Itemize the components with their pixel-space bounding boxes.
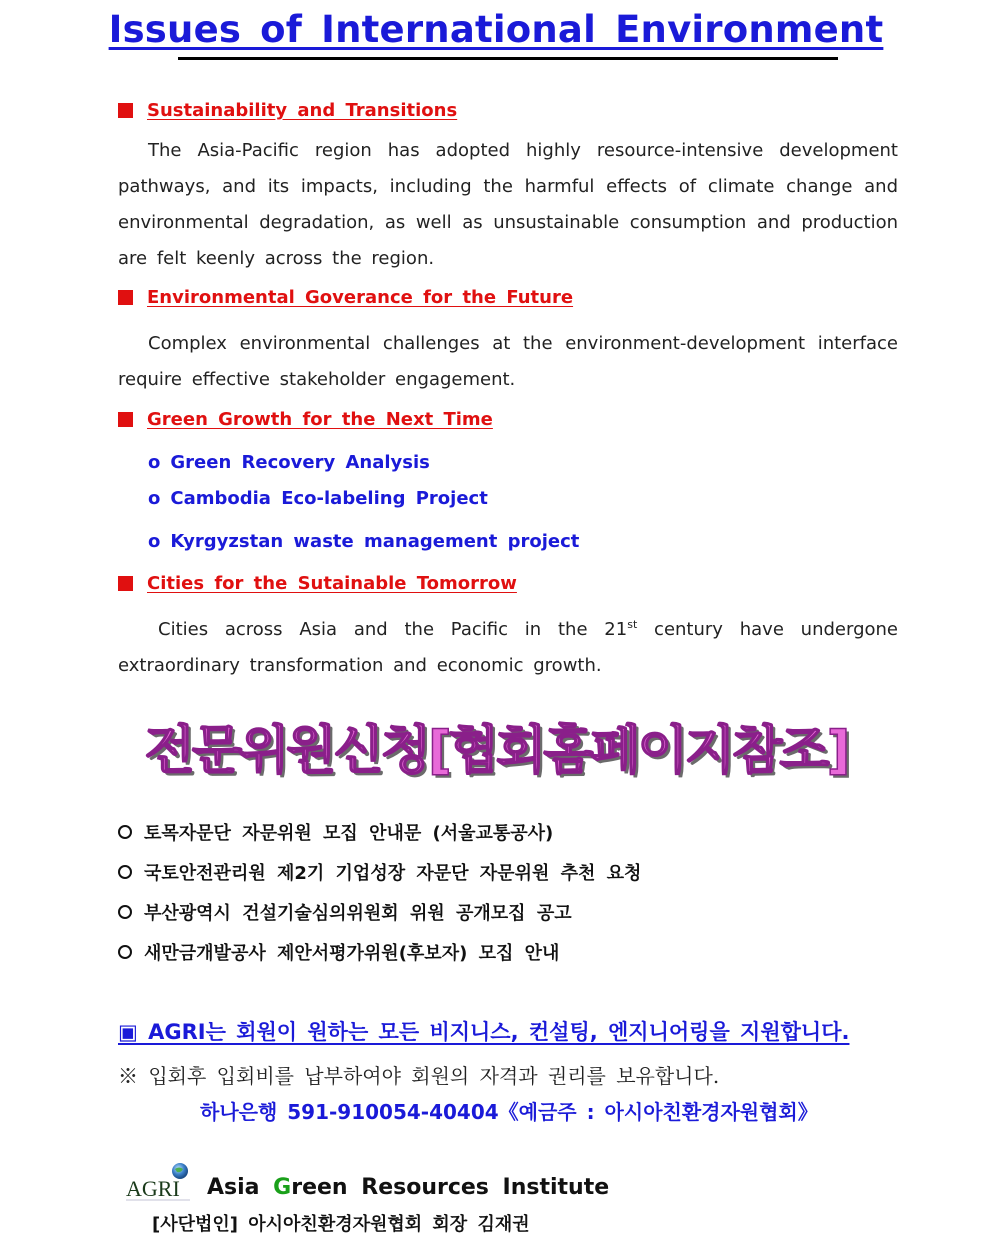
square-bullet-icon xyxy=(118,103,133,118)
support-statement: ▣ AGRI는 회원이 원하는 모든 비지니스, 컨설팅, 엔지니어링을 지원합니다. xyxy=(118,1020,850,1044)
list-item: o Green Recovery Analysis xyxy=(148,452,430,473)
notice-item[interactable]: 국토안전관리원 제2기 기업성장 자문단 자문위원 추천 요청 xyxy=(118,859,641,885)
president-line: [사단법인] 아시아친환경자원협회 회장 김재권 xyxy=(152,1214,530,1235)
section-paragraph: Complex environmental challenges at the environment-development interface require effective stakeholder engagement. xyxy=(118,333,898,390)
section-heading: Environmental Goverance for the Future xyxy=(118,287,898,308)
page-title: Issues of International Environment xyxy=(108,8,884,51)
notice-item[interactable]: 새만금개발공사 제안서평가위원(후보자) 모집 안내 xyxy=(118,939,559,965)
section-sustainability xyxy=(118,100,898,277)
bank-account: 하나은행 591-910054-40404《예금주 : 아시아친환경자원협회》 xyxy=(200,1100,818,1124)
section-governance xyxy=(118,287,898,398)
circle-bullet-icon xyxy=(118,945,132,959)
circle-bullet-icon: o xyxy=(148,452,161,473)
section-green-growth xyxy=(118,409,898,430)
notice-item[interactable]: 토목자문단 자문위원 모집 안내문 (서울교통공사) xyxy=(118,819,553,845)
list-item: o Kyrgyzstan waste management project xyxy=(148,531,580,552)
section-heading: Green Growth for the Next Time xyxy=(118,409,898,430)
square-bullet-icon xyxy=(118,290,133,305)
apply-banner: 전문위원신청[협회홈페이지참조] xyxy=(144,721,848,781)
logo-text: AGRI xyxy=(126,1176,180,1201)
circle-bullet-icon xyxy=(118,865,132,879)
notice-item[interactable]: 부산광역시 건설기술심의위원회 위원 공개모집 공고 xyxy=(118,899,572,925)
institute-name: Asia Green Resources Institute xyxy=(207,1175,610,1200)
section-heading: Cities for the Sutainable Tomorrow xyxy=(118,573,898,594)
circle-bullet-icon xyxy=(118,905,132,919)
section-paragraph: Cities across Asia and the Pacific in the 21st century have undergone extraordinary transformation and economic growth. xyxy=(118,618,898,676)
section-paragraph: The Asia-Pacific region has adopted highly resource-intensive development pathways, and its impacts, including the harmful effects of climate change and environmental degradation, as well as unsustainable consumption and production are felt keenly across the region. xyxy=(118,140,898,269)
circle-bullet-icon xyxy=(118,825,132,839)
agri-logo xyxy=(126,1162,192,1202)
circle-bullet-icon: o xyxy=(148,531,161,552)
square-bullet-icon xyxy=(118,576,133,591)
membership-note: ※ 입회후 입회비를 납부하여야 회원의 자격과 권리를 보유합니다. xyxy=(118,1064,720,1088)
title-rule xyxy=(178,57,838,60)
circle-bullet-icon: o xyxy=(148,488,161,509)
list-item: o Cambodia Eco-labeling Project xyxy=(148,488,488,509)
section-heading: Sustainability and Transitions xyxy=(118,100,898,121)
section-cities xyxy=(118,573,898,684)
square-bullet-icon xyxy=(118,412,133,427)
